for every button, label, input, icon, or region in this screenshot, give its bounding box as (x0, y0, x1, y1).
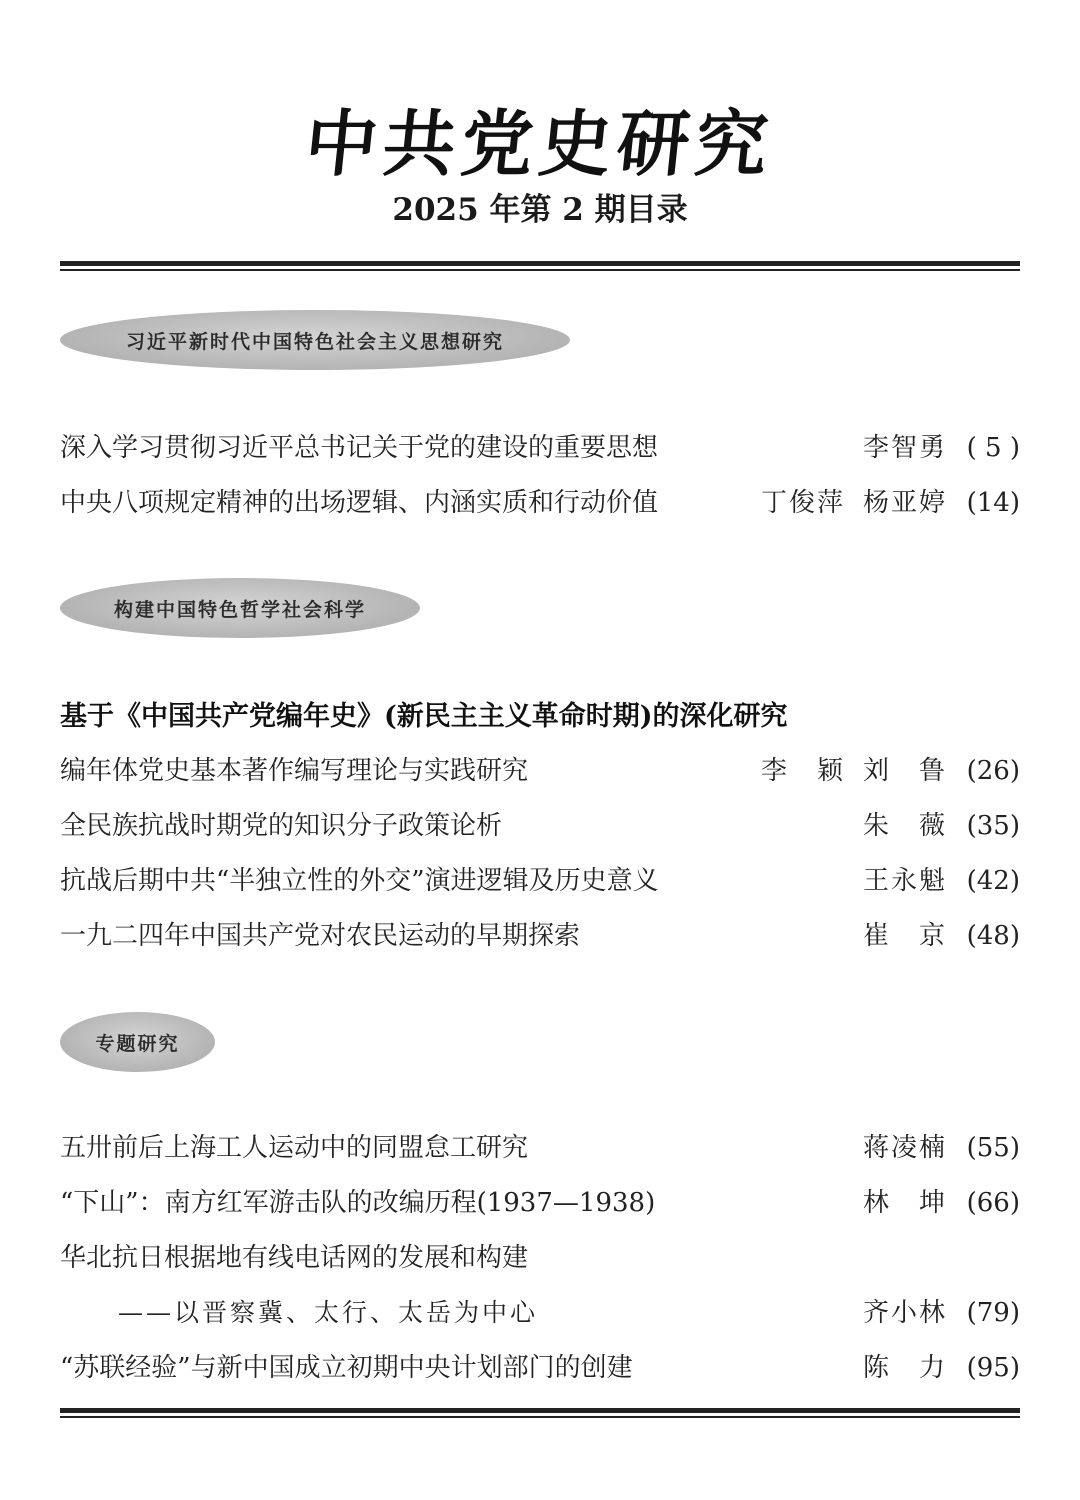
entry-author: 李智勇 (862, 433, 947, 463)
toc-entry[interactable] (60, 483, 1020, 523)
entry-author: 崔 京 (862, 921, 947, 951)
entry-coauthor: 丁俊萍 (760, 488, 845, 518)
entry-title: 抗战后期中共“半独立性的外交”演进逻辑及历史意义 (60, 866, 659, 896)
entry-coauthor: 李 颖 (760, 756, 845, 786)
entry-title: 全民族抗战时期党的知识分子政策论析 (60, 811, 503, 841)
entry-page: (79) (966, 1298, 1020, 1328)
entry-title: 中央八项规定精神的出场逻辑、内涵实质和行动价值 (60, 488, 659, 518)
entry-author: 朱 薇 (862, 811, 947, 841)
entry-author: 蒋凌楠 (862, 1133, 947, 1163)
entry-author: 陈 力 (862, 1353, 947, 1383)
toc-entry[interactable] (60, 916, 1020, 956)
toc-entry-subtitle[interactable] (60, 1293, 1020, 1333)
entry-page: (66) (966, 1188, 1020, 1218)
journal-masthead: 中共党史研究 (300, 101, 778, 186)
entry-title: 编年体党史基本著作编写理论与实践研究 (60, 756, 529, 786)
entry-page: (48) (966, 921, 1020, 951)
toc-entry[interactable] (60, 806, 1020, 846)
top-divider (60, 261, 1020, 271)
entry-title: 华北抗日根据地有线电话网的发展和构建 (60, 1243, 529, 1273)
section-label-special-topics: 专题研究 (60, 1012, 215, 1072)
entry-page: (42) (966, 866, 1020, 896)
entry-page: (95) (966, 1353, 1020, 1383)
toc-entry[interactable] (60, 1238, 1020, 1278)
entry-title: “苏联经验”与新中国成立初期中央计划部门的创建 (60, 1353, 633, 1383)
entry-author: 杨亚婷 (862, 488, 947, 518)
toc-entry[interactable] (60, 1348, 1020, 1388)
entry-author: 齐小林 (862, 1298, 947, 1328)
entry-title: “下山”：南方红军游击队的改编历程(1937—1938) (60, 1188, 656, 1218)
entry-page: (26) (966, 756, 1020, 786)
entry-title: 深入学习贯彻习近平总书记关于党的建设的重要思想 (60, 433, 659, 463)
toc-entry[interactable] (60, 428, 1020, 468)
toc-entry[interactable] (60, 751, 1020, 791)
entry-subtitle: ——以晋察冀、太行、太岳为中心 (118, 1298, 539, 1327)
entry-title: 一九二四年中国共产党对农民运动的早期探索 (60, 921, 581, 951)
entry-page: (55) (966, 1133, 1020, 1163)
toc-entry[interactable] (60, 1128, 1020, 1168)
entry-page: (35) (966, 811, 1020, 841)
entry-author: 林 坤 (862, 1188, 947, 1218)
column-heading: 基于《中国共产党编年史》(新民主主义革命时期)的深化研究 (60, 701, 788, 732)
bottom-divider (60, 1408, 1020, 1418)
section-label-xi-thought: 习近平新时代中国特色社会主义思想研究 (60, 310, 570, 370)
entry-page: (14) (966, 488, 1020, 518)
issue-heading: 2025 年第 2 期目录 (392, 192, 688, 228)
section-label-social-science: 构建中国特色哲学社会科学 (60, 578, 420, 638)
toc-entry[interactable] (60, 861, 1020, 901)
entry-page: ( 5 ) (966, 433, 1020, 463)
toc-entry[interactable] (60, 1183, 1020, 1223)
entry-author: 王永魁 (862, 866, 947, 896)
entry-author: 刘 鲁 (862, 756, 947, 786)
entry-title: 五卅前后上海工人运动中的同盟怠工研究 (60, 1133, 529, 1163)
